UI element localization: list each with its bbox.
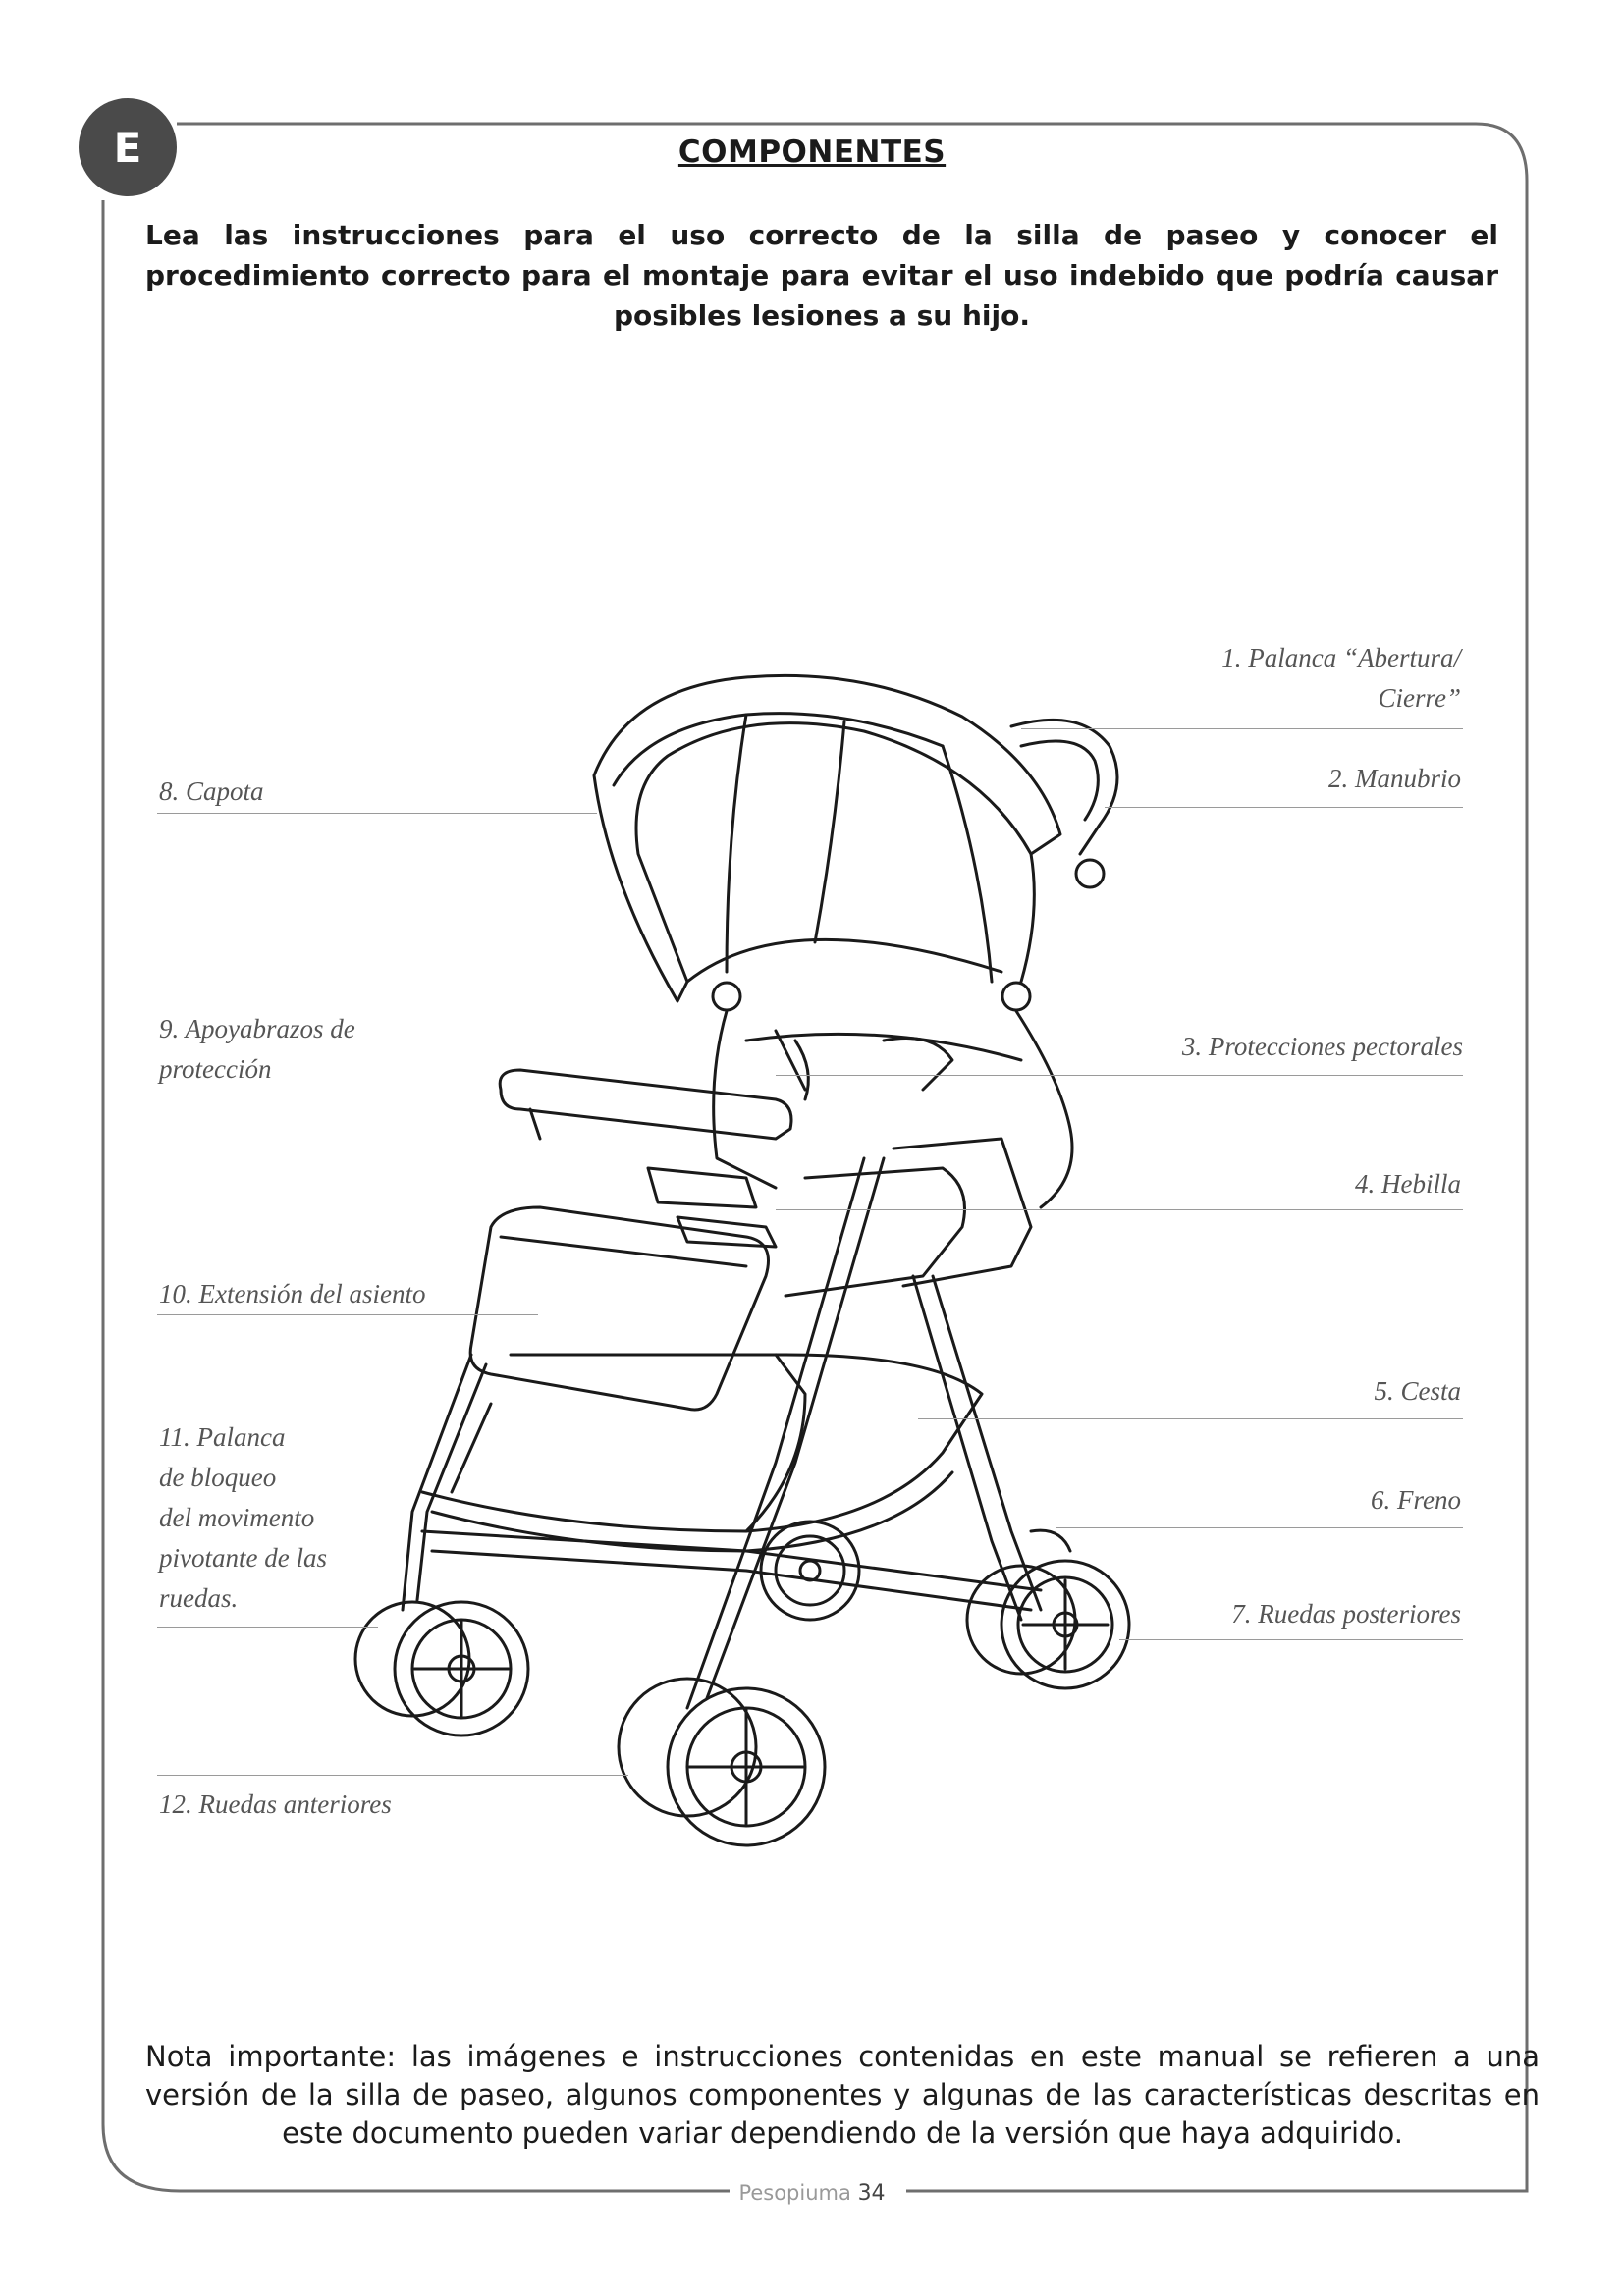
leader-5 <box>918 1418 1463 1419</box>
leader-8 <box>157 813 597 814</box>
label-9-line1: 9. Apoyabrazos de <box>159 1014 355 1043</box>
footer-brand: Pesopiuma <box>738 2181 851 2205</box>
label-9-apoyabrazos <box>159 1009 552 1090</box>
label-6-freno: 6. Freno <box>1371 1485 1461 1515</box>
leader-7 <box>1119 1639 1463 1640</box>
label-11-line5: ruedas. <box>159 1583 239 1613</box>
intro-paragraph: Lea las instrucciones para el uso correcto de la silla de paseo y conocer el procedimiento correcto para el montaje para evitar el uso indebido que podría causar posibles lesiones a su hijo. <box>145 219 1498 332</box>
important-note: Nota importante: las imágenes e instrucciones contenidas en este manual se refieren a una versión de la silla de paseo, algunos componentes y algunas de las características descritas en este documento pueden variar dependiendo de la versión que haya adquirido. <box>145 2040 1540 2150</box>
page-number: 34 <box>857 2181 886 2206</box>
label-8-capota: 8. Capota <box>159 776 264 806</box>
label-2-manubrio: 2. Manubrio <box>1328 764 1461 793</box>
leader-10 <box>157 1314 538 1315</box>
label-11-palanca-bloqueo <box>159 1417 454 1619</box>
leader-2 <box>1105 807 1463 808</box>
label-11-line4: pivotante de las <box>159 1543 327 1573</box>
leader-1 <box>1021 728 1463 729</box>
section-letter: E <box>113 123 142 172</box>
leader-3 <box>776 1075 1463 1076</box>
label-12-ruedas-anteriores: 12. Ruedas anteriores <box>159 1789 392 1819</box>
label-9-line2: protección <box>159 1054 272 1084</box>
page-footer <box>0 2181 1624 2206</box>
label-11-line3: del movimento <box>159 1503 315 1532</box>
leader-12 <box>157 1775 628 1776</box>
label-5-cesta: 5. Cesta <box>1374 1376 1461 1406</box>
label-1-line1: 1. Palanca “Abertura/ <box>1221 643 1461 672</box>
label-1-line2: Cierre” <box>1378 683 1461 713</box>
leader-4 <box>776 1209 1463 1210</box>
label-1-palanca <box>1129 638 1461 719</box>
page-title: COMPONENTES <box>677 134 947 170</box>
label-11-line1: 11. Palanca <box>159 1422 286 1452</box>
label-4-hebilla: 4. Hebilla <box>1355 1169 1461 1199</box>
label-11-line2: de bloqueo <box>159 1463 277 1492</box>
leader-11 <box>157 1627 378 1628</box>
label-7-ruedas-posteriores: 7. Ruedas posteriores <box>1231 1599 1461 1629</box>
label-3-protecciones: 3. Protecciones pectorales <box>1181 1032 1463 1061</box>
leader-6 <box>1056 1527 1463 1528</box>
label-10-extension: 10. Extensión del asiento <box>159 1279 426 1308</box>
